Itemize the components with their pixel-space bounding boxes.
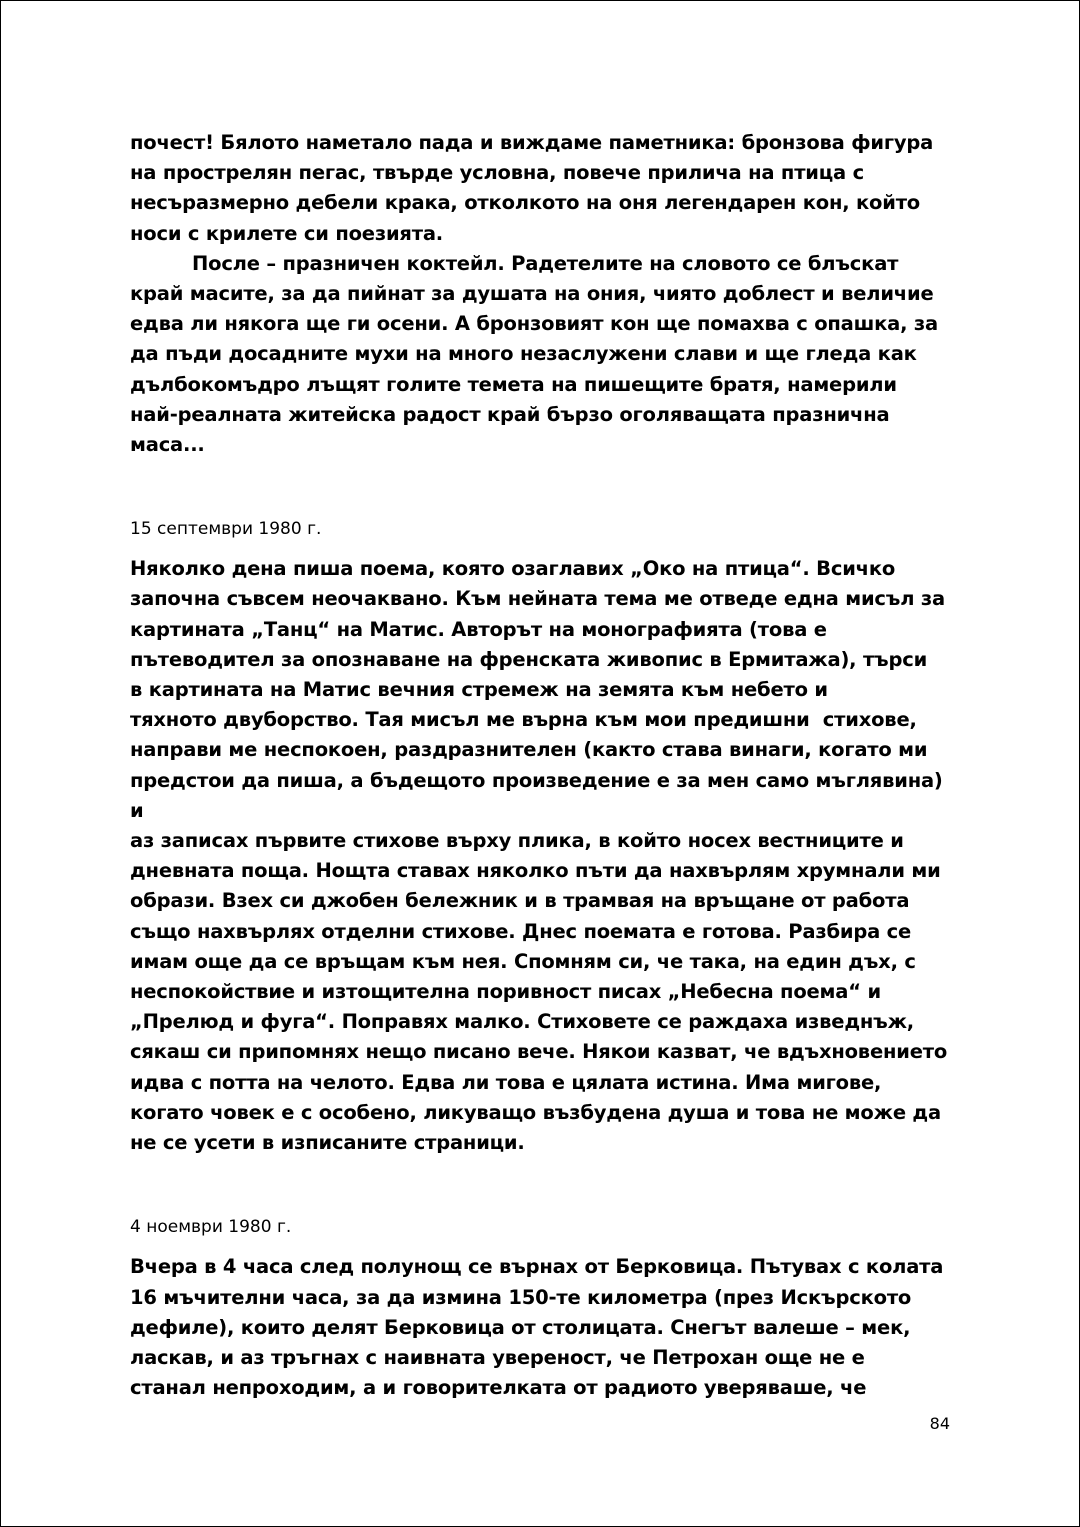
- paragraph-3: Няколко дена пиша поема, която озаглавих „Око на птица“. Всичко започна съвсем неочаквано. Към нейната тема ме отведе една мисъл за картината „Танц“ на Матис. Авторът на монографията (това е пътеводител за опознаване на френската живопис в Ермитажа), търси в картината на Матис вечния стремеж на земята към небето и тяхното двуборство. Тая мисъл ме върна към мои предишни стихове, направи ме неспокоен, раздразнителен (както става винаги, когато ми предстои да пиша, а бъдещото произведение е за мен само мъглявина) и аз записах първите стихове върху плика, в който носех вестниците и дневната поща. Нощта ставах няколко пъти да нахвърлям хрумнали ми образи. Взех си джобен бележник и в трамвая на връщане от работа също нахвърлях отделни стихове. Днес поемата е готова. Разбира се имам още да се връщам към нея. Спомням си, че така, на един дъх, с неспокойствие и изтощителна поривност писах „Небесна поема“ и „Прелюд и фуга“. Поправях малко. Стиховете се раждаха изведнъж, сякаш си припомнях нещо писано вече. Някои казват, че вдъхновението идва с потта на челото. Едва ли това е цялата истина. Има мигове, когато човек е с особено, ликуващо възбудена душа и това не може да не се усети в изписаните страници.: [130, 557, 948, 1155]
- date-heading-2: 4 ноември 1980 г.: [130, 1217, 292, 1238]
- paragraph-2: После – празничен коктейл. Радетелите на словото се блъскат край масите, за да пийнат за душата на ония, чиято доблест и величие едва ли някога ще ги осени. А бронзовият кон ще помахва с опашка, за да пъди досадните мухи на много незаслужени слави и ще гледа как дълбокомъдро лъщят голите темета на пишещите братя, намерили най-реалната житейска радост край бързо оголяващата празнична маса...: [130, 251, 939, 457]
- date-heading-1: 15 септември 1980 г.: [130, 519, 322, 540]
- page-number: 84: [929, 1414, 950, 1433]
- paragraph-1: почест! Бялото наметало пада и виждаме паметника: бронзова фигура на прострелян пегас, твърде условна, повече прилича на птица с несъразмерно дебели крака, отколкото на оня легендарен кон, който носи с крилете си поезията.: [130, 131, 934, 245]
- paragraph-4: Вчера в 4 часа след полунощ се върнах от Берковица. Пътувах с колата 16 мъчителни часа, за да измина 150-те километра (през Искърското дефиле), които делят Берковица от столицата. Снегът валеше – мек, ласкав, и аз тръгнах с наивната увереност, че Петрохан още не е станал непроходим, а и говорителката от радиото уверяваше, че: [130, 1255, 944, 1400]
- page-content: [130, 128, 950, 1403]
